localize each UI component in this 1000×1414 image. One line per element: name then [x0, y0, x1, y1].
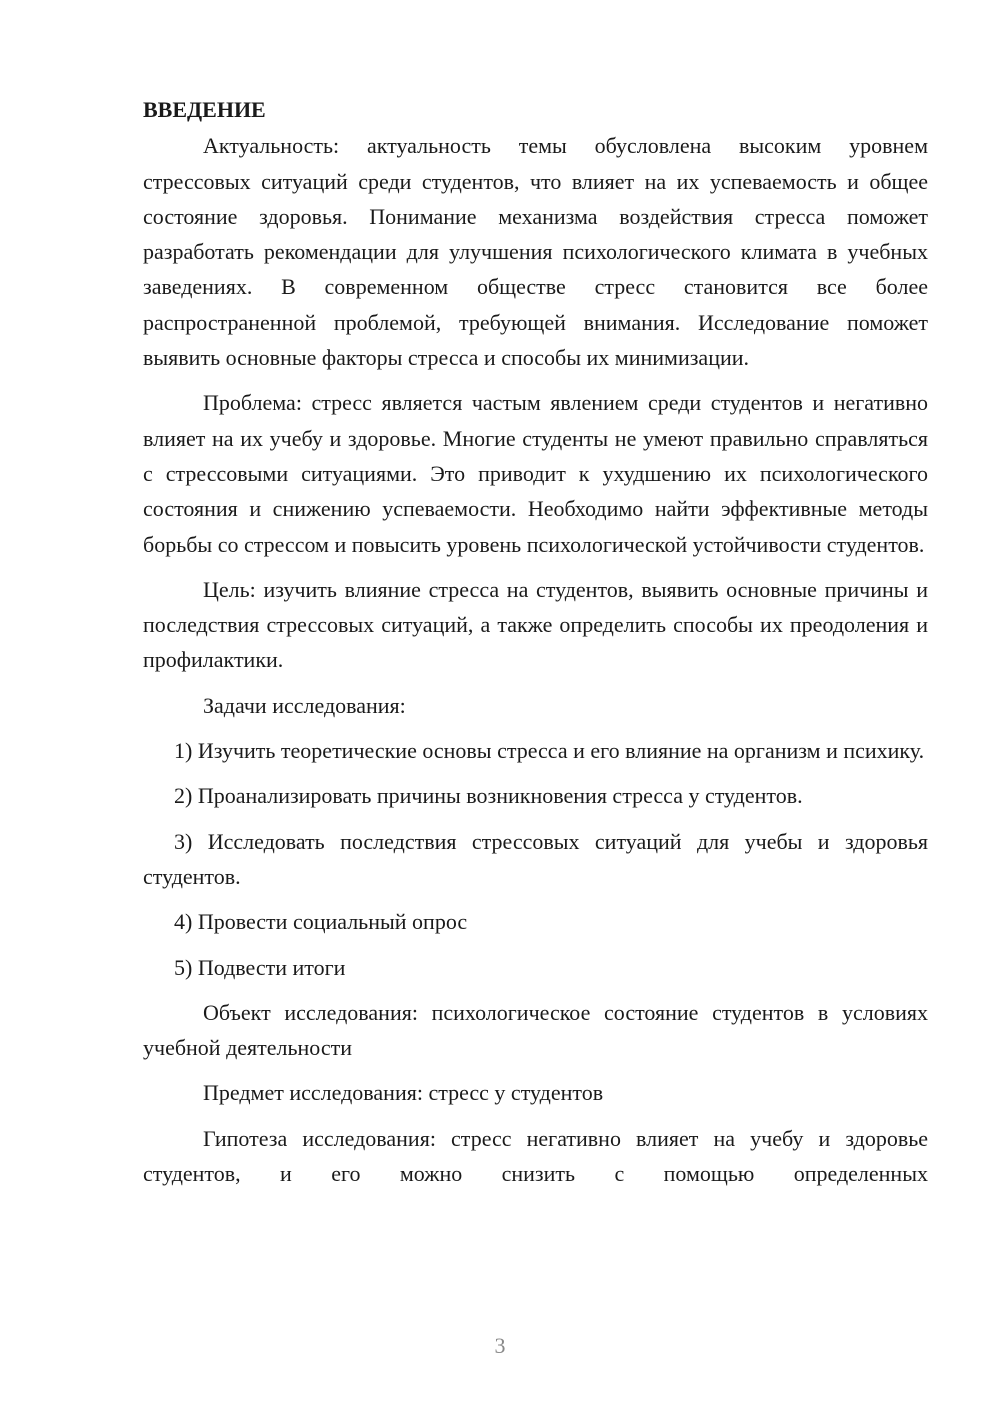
page-number: 3: [494, 1333, 506, 1358]
paragraph-subject: Предмет исследования: стресс у студентов: [203, 1080, 604, 1106]
paragraph-hypothesis: Гипотеза исследования: стресс негативно влияет на учебу и здоровье студентов, и его можно снизить с помощью определенных: [143, 1125, 928, 1187]
paragraph-tasks-heading: Задачи исследования:: [203, 692, 406, 718]
paragraph-object: Объект исследования: психологическое состояние студентов в условиях учебной деятельности: [143, 999, 928, 1061]
task-item-2: 2) Проанализировать причины возникновения стресса у студентов.: [174, 783, 803, 809]
page-body: [143, 92, 928, 1201]
task-item-4: 4) Провести социальный опрос: [174, 909, 468, 935]
page-title: ВВЕДЕНИЕ: [143, 97, 266, 122]
paragraph-goal: Цель: изучить влияние стресса на студентов, выявить основные причины и последствия стрессовых ситуаций, а также определить способы их преодоления и профилактики.: [143, 576, 928, 673]
task-item-5: 5) Подвести итоги: [174, 954, 346, 980]
task-item-1: 1) Изучить теоретические основы стресса и его влияние на организм и психику.: [174, 738, 925, 764]
paragraph-relevance: Актуальность: актуальность темы обусловлена высоким уровнем стрессовых ситуаций среди студентов, что влияет на их успеваемость и общее состояние здоровья. Понимание механизма воздействия стресса поможет разработать рекомендации для улучшения психологического климата в учебных заведениях. В современном обществе стресс становится все более распространенной проблемой, требующей внимания. Исследование поможет выявить основные факторы стресса и способы их минимизации.: [143, 133, 928, 371]
task-item-3: 3) Исследовать последствия стрессовых ситуаций для учебы и здоровья студентов.: [143, 828, 928, 889]
paragraph-problem: Проблема: стресс является частым явлением среди студентов и негативно влияет на их учебу и здоровье. Многие студенты не умеют правильно справляться с стрессовыми ситуациями. Это приводит к ухудшению их психологического состояния и снижению успеваемости. Необходимо найти эффективные методы борьбы со стрессом и повысить уровень психологической устойчивости студентов.: [143, 390, 928, 557]
